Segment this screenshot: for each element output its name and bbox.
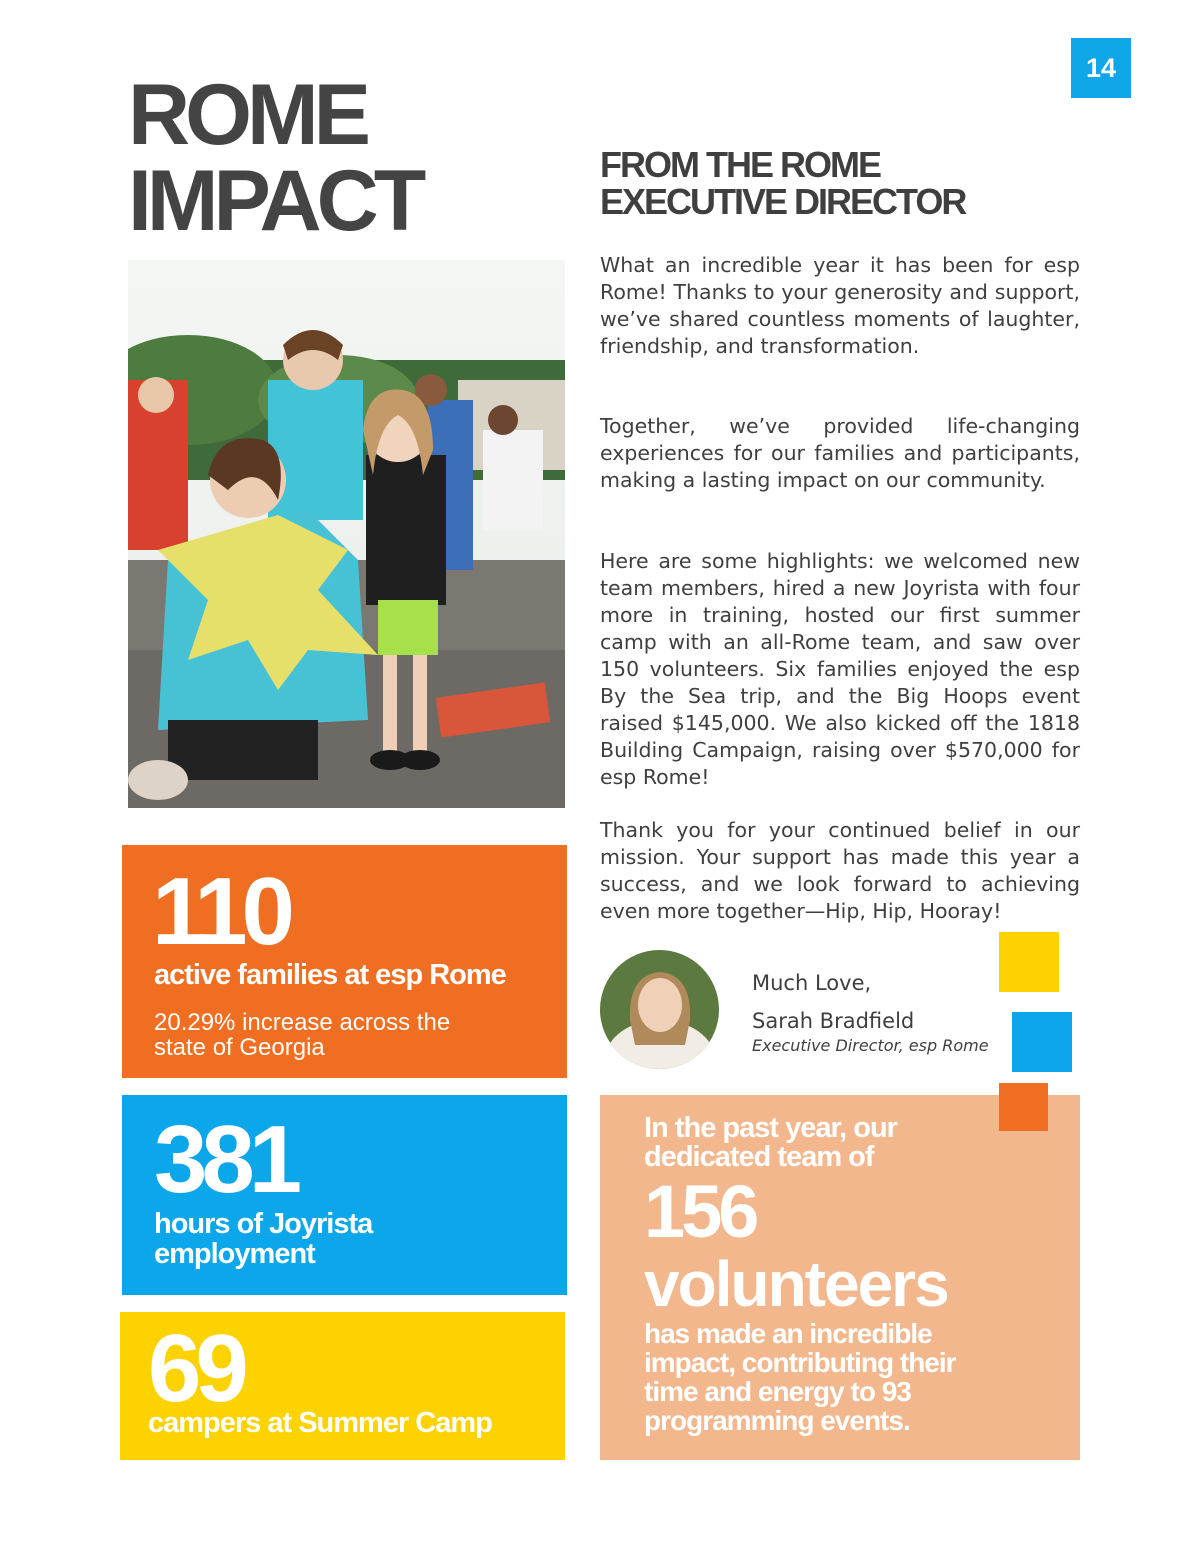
letter-paragraph-3 <box>600 548 1080 791</box>
signer-title: Executive Director, esp Rome <box>752 1036 989 1055</box>
stat-hours-label-line1: hours of Joyrista <box>154 1208 373 1240</box>
volunteer-word: volunteers <box>644 1248 948 1320</box>
volunteer-outro-line4: programming events. <box>644 1405 910 1436</box>
letter-paragraph: What an incredible year it has been for esp Rome! Thanks to your generosity and support, we’ve shared countless moments of laughter, friendship, and transformation. <box>600 253 1080 358</box>
letter-paragraph-2 <box>600 413 1080 494</box>
stat-hours-label-line2: employment <box>154 1238 315 1270</box>
avatar <box>600 950 719 1069</box>
volunteer-outro-line1: has made an incredible <box>644 1318 932 1349</box>
letter-paragraph: Thank you for your continued belief in our mission. Your support has made this year a success, and we look forward to achieving even more together—Hip, Hip, Hooray! <box>600 818 1080 923</box>
stat-families <box>122 845 567 1078</box>
stat-campers <box>120 1312 565 1460</box>
director-heading-line1: FROM THE ROME <box>600 144 880 185</box>
volunteer-number: 156 <box>644 1170 756 1253</box>
page-title-line2: IMPACT <box>128 153 422 249</box>
director-heading <box>600 146 965 220</box>
stat-hours-number: 381 <box>154 1106 297 1213</box>
letter-paragraph-1 <box>600 252 1080 360</box>
stat-campers-label: campers at Summer Camp <box>148 1407 492 1439</box>
stat-campers-number: 69 <box>148 1315 243 1422</box>
decorative-orange-square <box>999 1083 1048 1131</box>
volunteer-intro-line2: dedicated team of <box>644 1141 874 1173</box>
letter-paragraph: Together, we’ve provided life-changing experiences for our families and participants, making a lasting impact on our community. <box>600 414 1080 492</box>
stat-hours <box>122 1095 567 1295</box>
volunteer-intro-line1: In the past year, our <box>644 1112 897 1144</box>
letter-paragraph-4 <box>600 817 1080 925</box>
page-number: 14 <box>1071 38 1131 98</box>
letter-paragraph: Here are some highlights: we welcomed new team members, hired a new Joyrista with four more in training, hosted our first summer camp with an all-Rome team, and saw over 150 volunteers. Six families enjoyed the esp By the Sea trip, and the Big Hoops event raised $145,000. We also kicked off the 1818 Building Campaign, raising over $570,000 for esp Rome! <box>600 549 1080 789</box>
decorative-blue-square <box>1012 1012 1072 1072</box>
stat-families-number: 110 <box>152 858 289 965</box>
campers-photo <box>128 260 565 808</box>
page-title-line1: ROME <box>128 67 366 163</box>
volunteer-outro-line2: impact, contributing their <box>644 1347 956 1378</box>
page-title <box>128 67 422 249</box>
stat-families-sub-line1: 20.29% increase across the <box>154 1009 451 1036</box>
stat-families-label: active families at esp Rome <box>154 959 506 991</box>
stat-families-sub-line2: state of Georgia <box>154 1034 325 1061</box>
volunteer-outro-line3: time and energy to 93 <box>644 1376 911 1407</box>
signoff: Much Love, <box>752 971 872 995</box>
signer-name: Sarah Bradfield <box>752 1009 915 1033</box>
decorative-yellow-square <box>999 932 1059 992</box>
campers-photo-icon <box>128 260 565 808</box>
director-portrait-icon <box>600 950 719 1069</box>
volunteer-callout <box>600 1095 1080 1460</box>
director-heading-line2: EXECUTIVE DIRECTOR <box>600 181 966 222</box>
